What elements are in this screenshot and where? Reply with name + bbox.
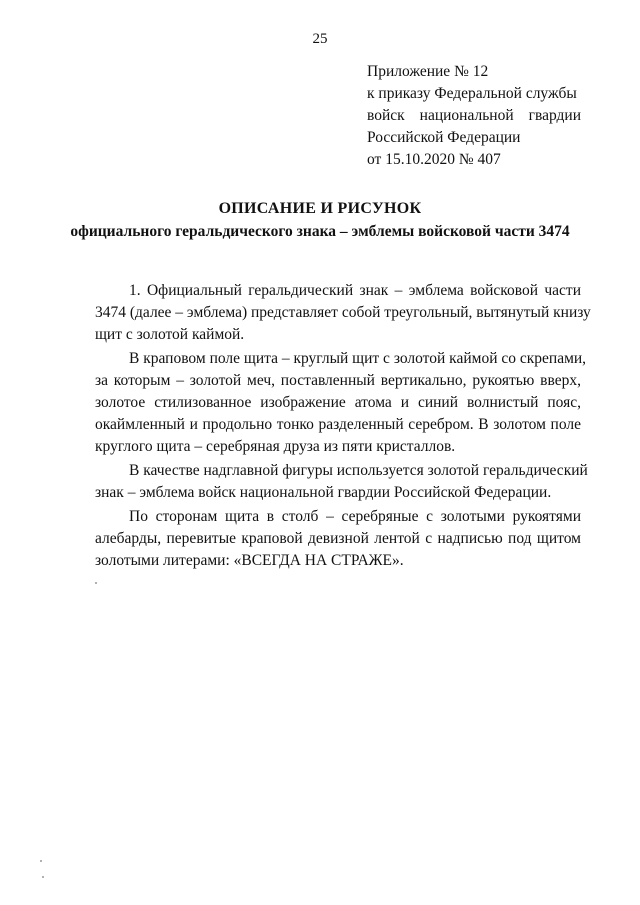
scan-speck — [95, 582, 97, 584]
appendix-word: гвардии — [528, 107, 581, 124]
scan-speck — [40, 860, 42, 862]
paragraph-line: По сторонам щита в столб – серебряные с золотыми рукоятями — [129, 508, 581, 525]
paragraph-line: золотое стилизованное изображение атома и синий волнистый пояс, — [95, 394, 581, 411]
paragraph-line: щит с золотой каймой. — [95, 326, 245, 343]
appendix-service-line — [367, 105, 581, 127]
appendix-number: Приложение № 12 — [367, 63, 489, 80]
paragraph-line: В качестве надглавной фигуры используется золотой геральдический — [129, 462, 588, 479]
scan-speck — [42, 876, 44, 878]
paragraph-supporters — [95, 506, 581, 572]
appendix-date-number: от 15.10.2020 № 407 — [367, 151, 501, 168]
paragraph-line: окаймленный и продольно тонко разделенный серебром. В золотом поле — [95, 416, 581, 433]
paragraph-line: круглого щита – серебряная друза из пяти кристаллов. — [95, 438, 456, 455]
paragraph-line: за которым – золотой меч, поставленный вертикально, рукоятью вверх, — [95, 372, 581, 389]
appendix-country: Российской Федерации — [367, 129, 521, 146]
paragraph-line: золотыми литерами: «ВСЕГДА НА СТРАЖЕ». — [95, 552, 404, 569]
appendix-word: национальной — [419, 107, 514, 124]
paragraph-field — [95, 348, 587, 458]
paragraph-line: 1. Официальный геральдический знак – эмблема войсковой части — [129, 282, 581, 299]
appendix-order-reference: к приказу Федеральной службы — [367, 85, 577, 102]
paragraph-line: В краповом поле щита – круглый щит с золотой каймой со скрепами, — [129, 350, 587, 367]
appendix-block — [367, 61, 581, 171]
paragraph-line: алебарды, перевитые краповой девизной лентой с надписью под щитом — [95, 530, 581, 547]
appendix-word: войск — [367, 107, 405, 124]
page-number: 25 — [312, 31, 328, 47]
paragraph-line: 3474 (далее – эмблема) представляет собой треугольный, вытянутый книзу — [95, 304, 591, 321]
document-subtitle: официального геральдического знака – эмблемы войсковой части 3474 — [70, 223, 570, 240]
paragraph-description — [95, 280, 591, 346]
paragraph-chief-figure — [95, 460, 588, 504]
document-title: ОПИСАНИЕ И РИСУНОК — [218, 200, 422, 217]
document-body — [95, 280, 591, 574]
paragraph-line: знак – эмблема войск национальной гвардии Российской Федерации. — [95, 484, 552, 501]
